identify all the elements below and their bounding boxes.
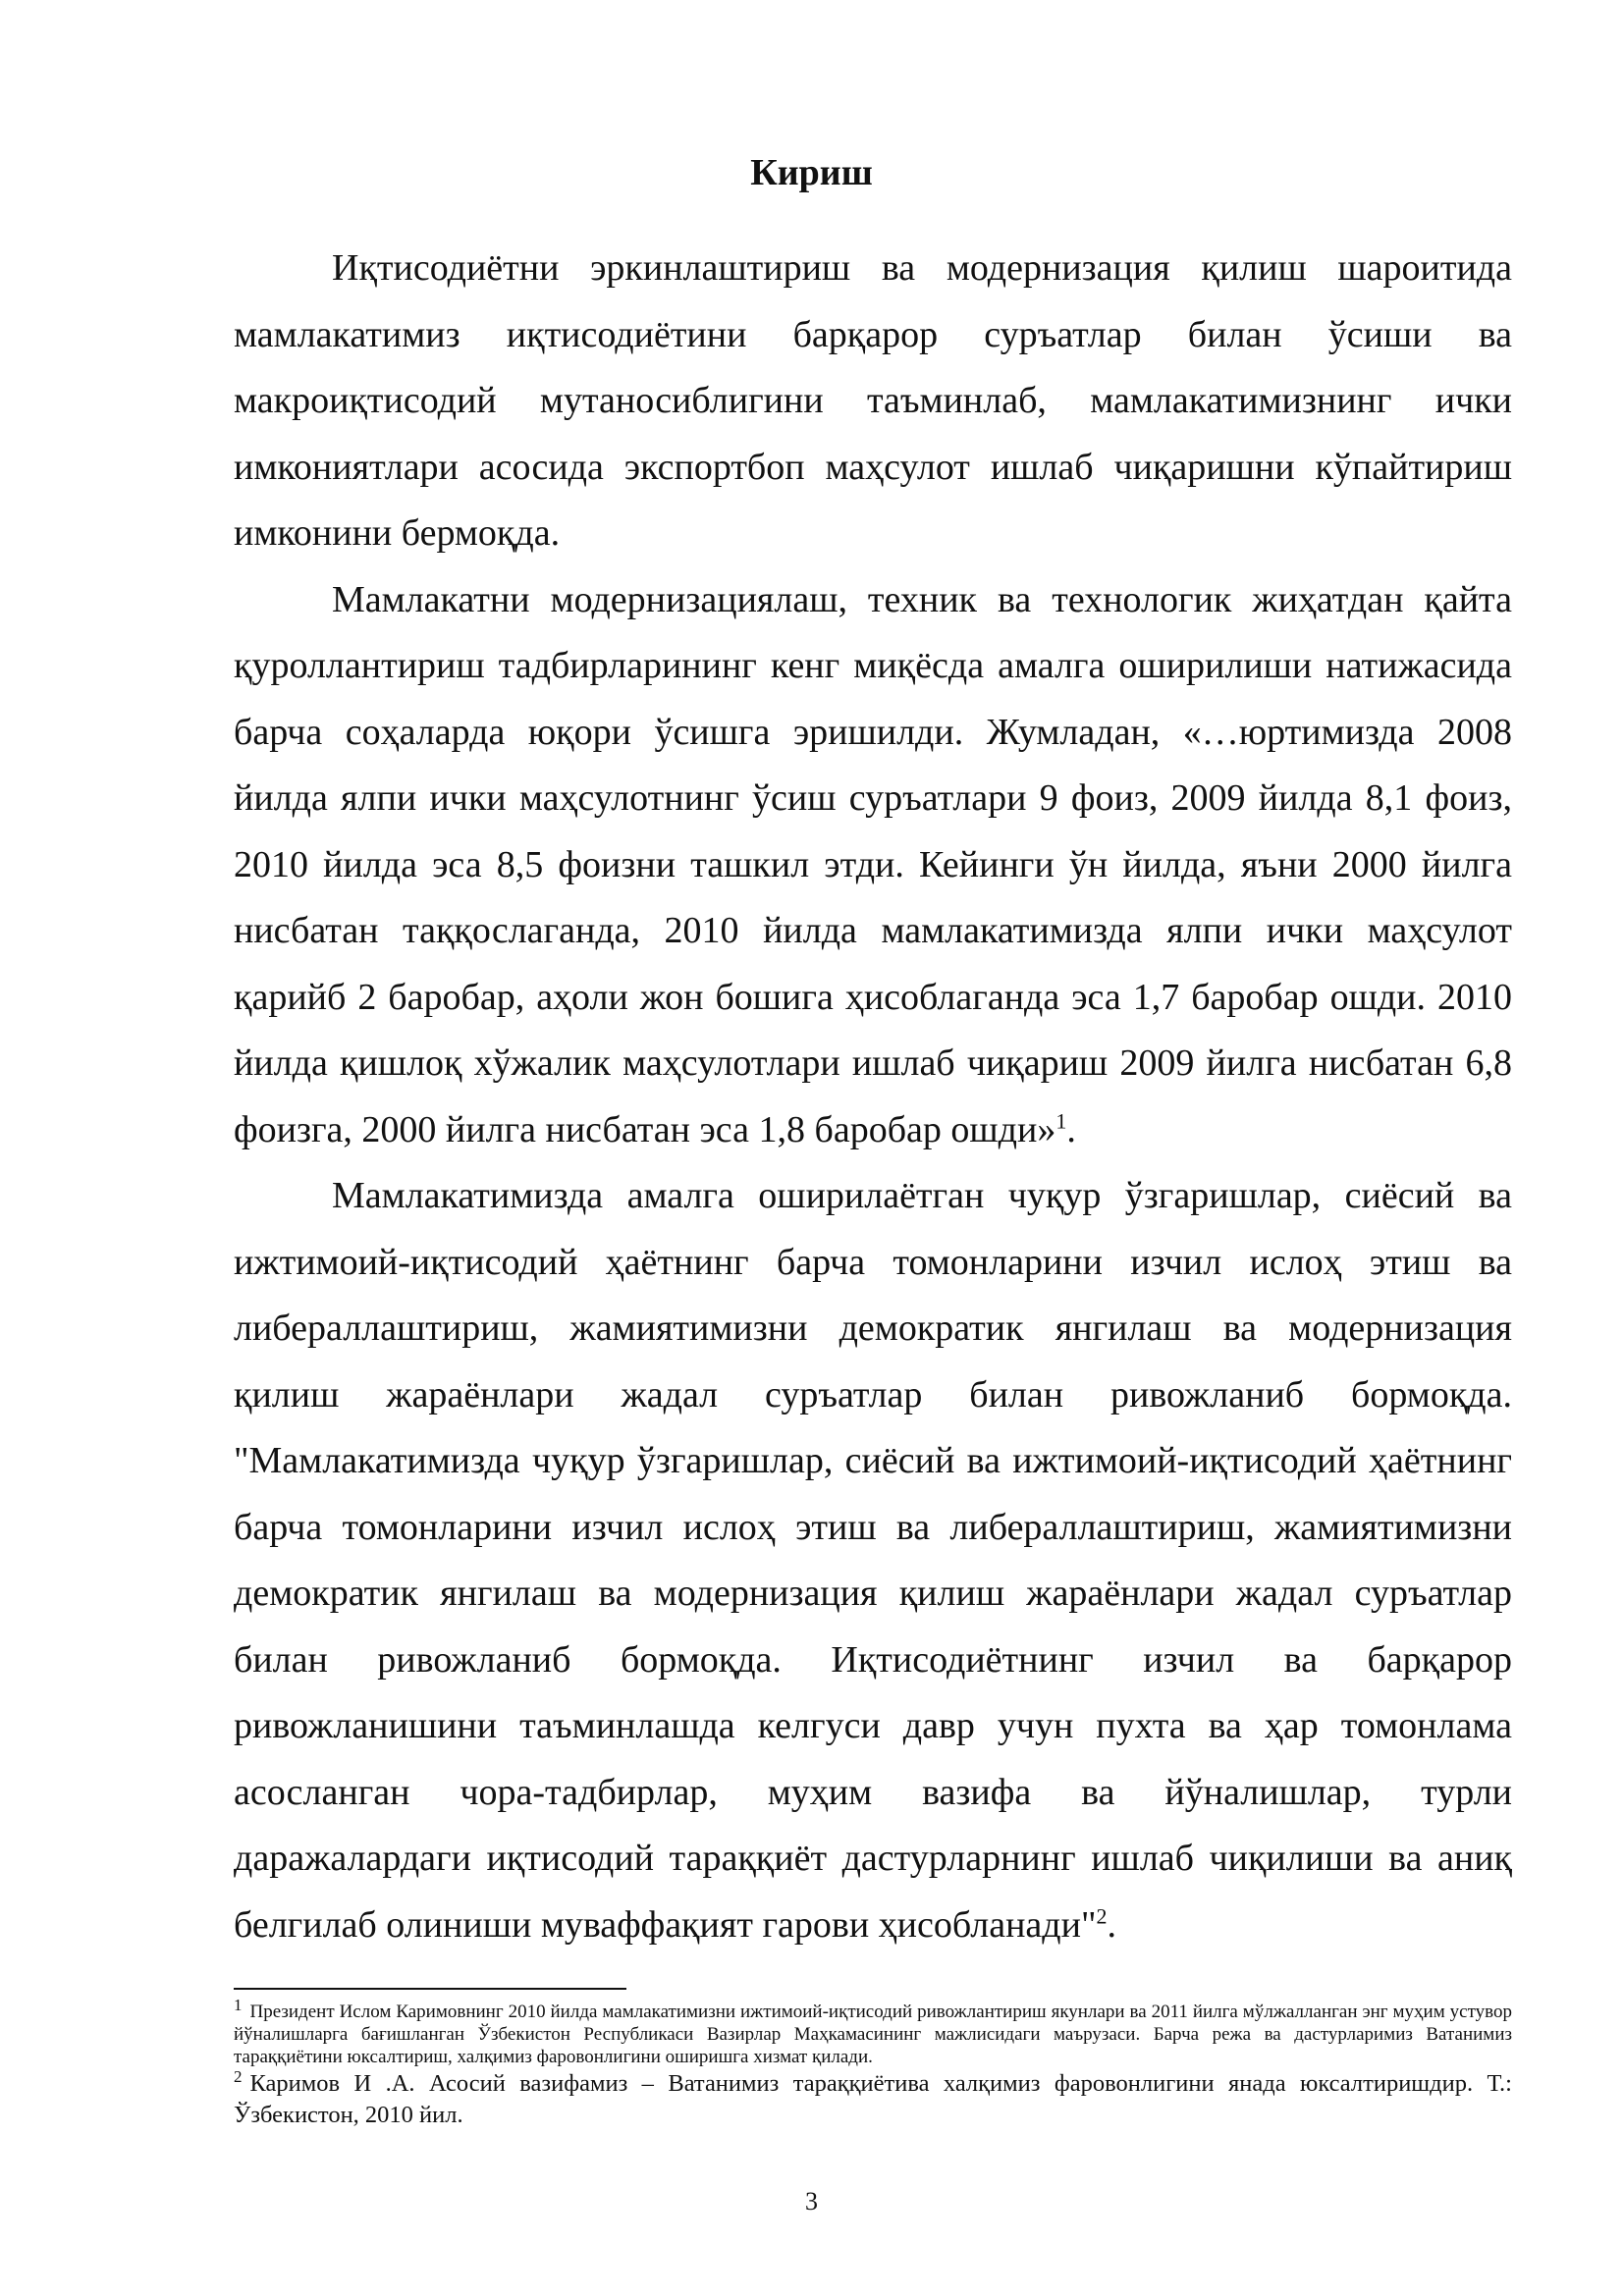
main-text bbox=[234, 236, 1512, 1958]
page-number: 3 bbox=[805, 2187, 818, 2216]
footnote-separator bbox=[234, 1988, 626, 1990]
footnote-mark: 1 bbox=[234, 1995, 243, 2014]
footnote-mark: 2 bbox=[234, 2066, 243, 2086]
footnote-reference: 2 bbox=[1096, 1902, 1108, 1928]
paragraph bbox=[234, 567, 1512, 1164]
footnote-reference: 1 bbox=[1055, 1107, 1067, 1133]
footnote-text: Президент Ислом Каримовнинг 2010 йилда мамлакатимизни ижтимоий-иқтисодий ривожлантириш якунлари ва 2011 йилга мўлжалланган энг муҳим устувор йўналишларга бағишланган Ўзбекистон Республикаси Вазирлар Маҳкамасининг мажлисидаги маърузаси. Барча режа ва дастурларимиз Ватанимиз тараққиётини юксалтириш, халқимиз фаровонлигини оширишга хизмат қилади. bbox=[234, 2002, 1512, 2067]
paragraph bbox=[234, 236, 1512, 567]
paragraph bbox=[234, 1163, 1512, 1958]
paragraph-text: Мамлакатни модернизациялаш, техник ва технологик жиҳатдан қайта қуроллантириш тадбирларининг кенг миқёсда амалга оширилиши натижасида барча соҳаларда юқори ўсишга эришилди. Жумладан, «…юртимизда 2008 йилда ялпи ички маҳсулотнинг ўсиш суръатлари 9 фоиз, 2009 йилда 8,1 фоиз, 2010 йилда эса 8,5 фоизни ташкил этди. Кейинги ўн йилда, яъни 2000 йилга нисбатан таққослаганда, 2010 йилда мамлакатимизда ялпи ички маҳсулот қарийб 2 баробар, аҳоли жон бошига ҳисоблаганда эса 1,7 баробар ошди. 2010 йилда қишлоқ хўжалик маҳсулотлари ишлаб чиқариш 2009 йилга нисбатан 6,8 фоизга, 2000 йилга нисбатан эса 1,8 баробар ошди» bbox=[234, 578, 1512, 1150]
paragraph-end-punctuation: . bbox=[1066, 1108, 1076, 1150]
paragraph-text: Мамлакатимизда амалга оширилаётган чуқур ўзгаришлар, сиёсий ва ижтимоий-иқтисодий ҳаётнинг барча томонларини изчил ислоҳ этиш ва либераллаштириш, жамиятимизни демократик янгилаш ва модернизация қилиш жараёнлари жадал суръатлар билан ривожланиб бормоқда. "Мамлакатимизда чуқур ўзгаришлар, сиёсий ва ижтимоий-иқтисодий ҳаётнинг барча томонларини изчил ислоҳ этиш ва либераллаштириш, жамиятимизни демократик янгилаш ва модернизация қилиш жараёнлари жадал суръатлар билан ривожланиб бормоқда. Иқтисодиётнинг изчил ва барқарор ривожланишини таъминлашда келгуси давр учун пухта ва ҳар томонлама асосланган чора-тадбирлар, муҳим вазифа ва йўналишлар, турли даражалардаги иқтисодий тараққиёт дастурларнинг ишлаб чиқилиши ва аниқ белгилаб олиниши муваффақият гарови ҳисобланади" bbox=[234, 1175, 1512, 1946]
paragraph-text: Иқтисодиётни эркинлаштириш ва модернизация қилиш шароитида мамлакатимиз иқтисодиётини барқарор суръатлар билан ўсиши ва макроиқтисодий мутаносиблигини таъминлаб, мамлакатимизнинг ички имкониятлари асосида экспортбоп маҳсулот ишлаб чиқаришни кўпайтириш имконини бермоқда. bbox=[234, 247, 1512, 554]
page-title: Кириш bbox=[750, 152, 873, 193]
paragraph-end-punctuation: . bbox=[1107, 1903, 1116, 1946]
footnote bbox=[234, 2068, 1512, 2131]
footnote-text: Каримов И .А. Асосий вазифамиз – Ватанимиз тараққиётива халқимиз фаровонлигини янада юксалтиришдир. Т.: Ўзбекистон, 2010 йил. bbox=[234, 2070, 1512, 2128]
footnote bbox=[234, 1995, 1512, 2068]
footnotes bbox=[234, 1995, 1512, 2131]
